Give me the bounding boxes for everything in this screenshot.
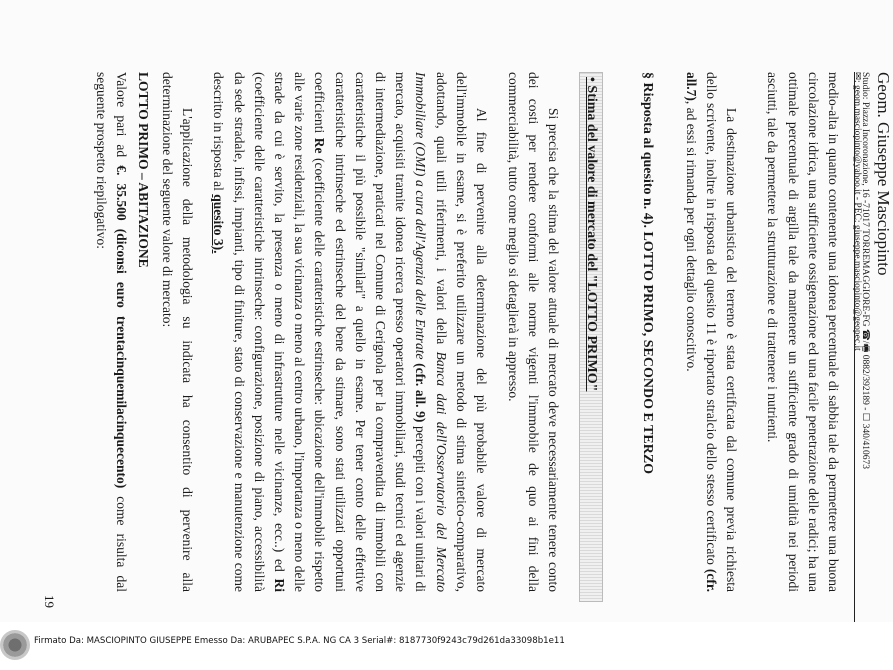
seal-icon — [0, 630, 30, 660]
precisa-paragraph: Si precisa che la stima del valore attuale di mercato deve necessariamente tenere conto dei costi per rendere conformi alle norme vigenti l'immobile de quo ai fini della commerciabilità, tutto come meglio si detaglierà in appresso. — [505, 72, 561, 592]
digital-signature-text: Firmato Da: MASCIOPINTO GIUSEPPE Emesso Da: ARUBAPEC S.P.A. NG CA 3 Serial#: 8187730f9243c79d261da33098b1e11 — [34, 636, 565, 646]
intro-paragraph: medio-alta in quanto contenente una idonea percentuale di sabbia tale da permettere una buona circolazione idrica, una sufficiente ossigenazione ed una facile penetrazione delle radici; ha una ottimale percentuale di argilla tale da mantenere un sufficiente grado di umidità nei periodi asciutti, tale da permettere la strutturazione e di trattenere i nutrienti. — [765, 72, 841, 592]
lotto-primo-box-heading: • Stima del valore di mercato del "LOTTO PRIMO" — [579, 72, 603, 602]
signature-bar — [0, 622, 893, 670]
author-name: Geom. Giuseppe Masciopinto — [874, 72, 893, 276]
valore-paragraph: Valore pari ad €. 35.500 (diconsi euro trentacinquemilacinquecento) come risulta dal seguente prospetto riepilogativo: — [93, 72, 129, 592]
section-heading: § Risposta al quesito n. 4). LOTTO PRIMO, SECONDO E TERZO — [640, 72, 655, 475]
contact-email: ✉: geom.masciopinto@yahoo.it - PEC: giuseppe.masciopinto@geopec.it — [852, 72, 862, 351]
page-number: 19 — [42, 595, 57, 608]
rotated-document — [33, 0, 893, 608]
studio-address: Studio: Piazza Incoronazione, 16 -71017 TORREMAGGIORE-FG ☎/🖷 0882/392189 - ☐ 340/410673 — [860, 72, 870, 470]
destinazione-paragraph: La destinazione urbanistica del terreno è stata certificata dal comune previa richiesta dello scrivente, inoltre in risposta del quesito 11 è riportato stralcio dello stesso certificato (cfr. all.7), ad essi si rimanda per ogni dettaglio conoscitivo. — [683, 72, 739, 592]
applicazione-paragraph: L'applicazione della metodologia su indicata ha consentito di pervenire alla determinazione del seguente valore di mercato: — [159, 72, 195, 592]
metodo-paragraph: Al fine di pervenire alla determinazione del più probabile valore di mercato dell'immobile in esame, si è preferito utilizzare un metodo di stima sintetico-comparativo, adottando, quali utili riferimenti, i valori della Banca dati dell'Osservatorio del Mercato Immobiliare (OMI) a cura dell'Agenzia delle Entrate (cfr. all. 9) percepiti con i valori unitari di mercato, acquisiti tramite idonea ricerca presso operatori immobiliari, studi tecnici ed agenzie di intermediazione, praticati nel Comune di Cerignola per la compravendita di immobili con caratteristiche il più possibile "similari" a quello in esame. Per tener conto delle effettive caratteristiche intrinseche ed estrinseche del bene da stimare, sono stati utilizzati opportuni coefficienti Re (coefficiente delle caratteristiche estrinseche: ubicazione dell'immobile rispetto alle varie zone residenziali, la sua vicinanza o meno al centro urbano, l'importanza o meno delle strade da cui è servito, la presenza o meno di infrastrutture nelle vicinanze, ecc..) ed Ri (coefficiente delle caratteristiche intrinseche: configurazione, posizione di piano, accessibilità da sede stradale, infissi, impianti, tipo di finiture, stato di conservazione e manutenzione come descritto in risposta al quesito 3). — [211, 72, 489, 593]
header-divider — [854, 72, 855, 622]
lotto-primo-abitazione-heading: LOTTO PRIMO – ABITAZIONE — [136, 72, 151, 268]
